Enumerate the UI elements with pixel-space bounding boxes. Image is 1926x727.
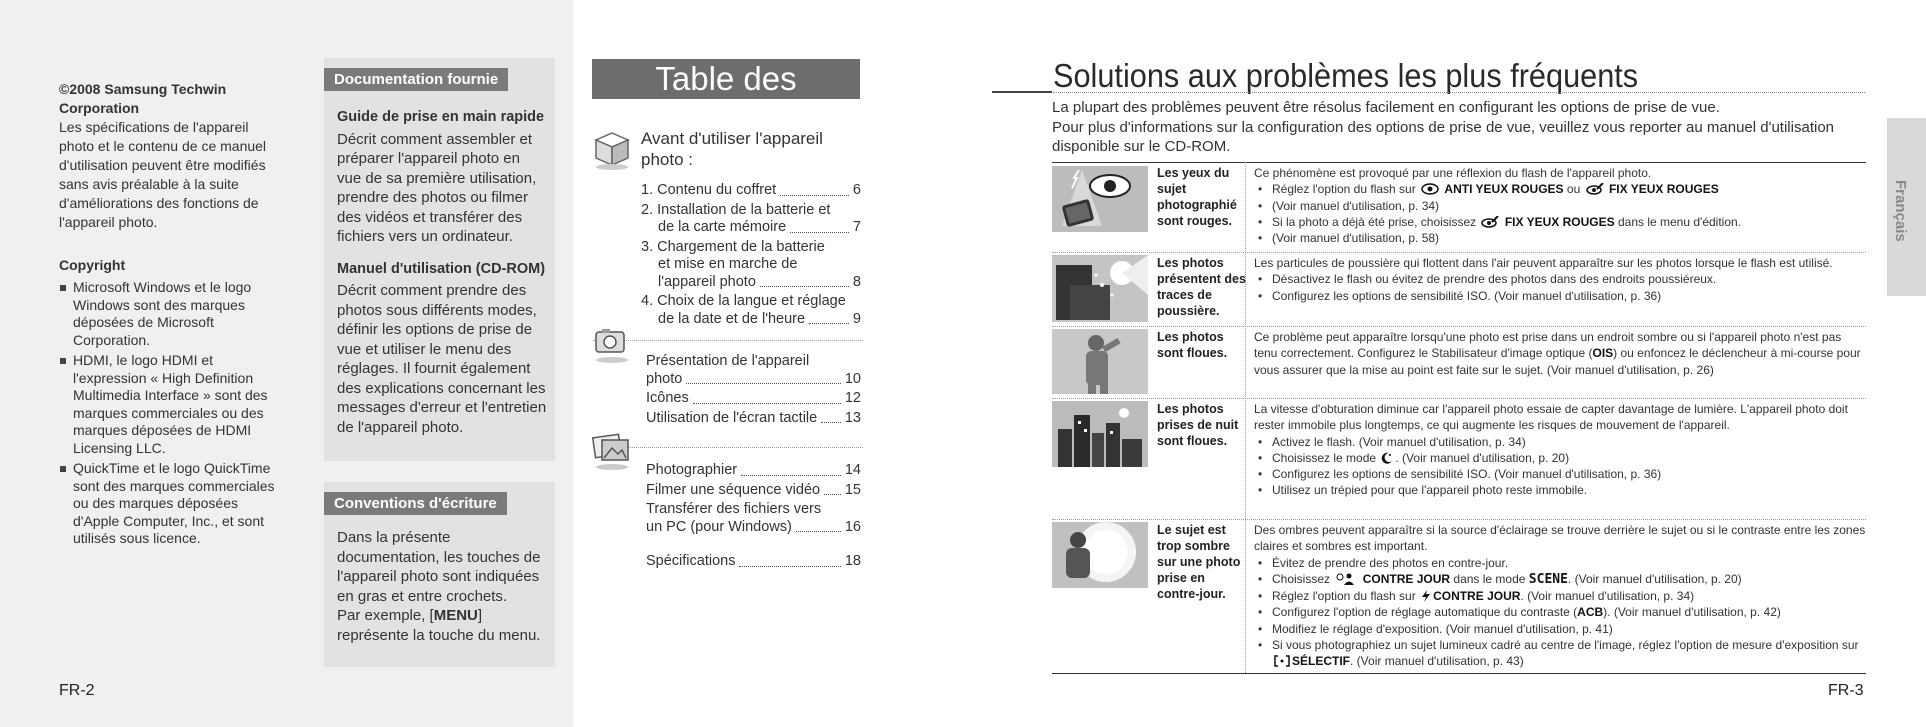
solution-text bbox=[1254, 522, 1866, 670]
entry-page: 7 bbox=[852, 219, 861, 235]
option-name: FIX YEUX ROUGES bbox=[1504, 214, 1615, 229]
option-name: ACB bbox=[1577, 605, 1604, 620]
language-tab-label: Français bbox=[1892, 180, 1909, 242]
night-mode-icon bbox=[1381, 452, 1393, 464]
trademarks-list bbox=[59, 279, 284, 548]
option-name: FIX YEUX ROUGES bbox=[1608, 182, 1719, 197]
toc-entry[interactable] bbox=[641, 182, 861, 200]
entry-label-cont: de la carte mémoire bbox=[658, 219, 787, 235]
row-divider bbox=[1052, 252, 1866, 253]
toc-entry[interactable] bbox=[646, 553, 861, 571]
entry-page: 6 bbox=[852, 182, 861, 198]
title-underline bbox=[1053, 92, 1865, 93]
solutions-intro bbox=[1052, 98, 1872, 157]
eye-icon bbox=[1421, 183, 1439, 195]
conventions-example bbox=[337, 606, 547, 645]
solution-row-blurry bbox=[1052, 326, 1866, 398]
problem-label: Les photos présentent des traces de poussière. bbox=[1157, 256, 1246, 318]
solution-intro: Ce phénomène est provoqué par une réflexion du flash de l'appareil photo. bbox=[1254, 166, 1652, 180]
toc-section-2 bbox=[646, 353, 861, 429]
list-item: QuickTime et le logo QuickTime sont des marques commerciales ou des marques déposées d'Apple Computer, Inc., et sont utilisés sous licence. bbox=[59, 460, 284, 548]
text-part: ). (Voir manuel d'utilisation, p. 42) bbox=[1603, 605, 1781, 620]
conventions-text: Dans la présente documentation, les touches de l'appareil photo sont indiquées en gras et entre crochets. bbox=[337, 529, 541, 605]
list-item bbox=[1254, 604, 1866, 620]
option-name: OIS bbox=[1592, 346, 1614, 361]
list-item: • Modifiez le réglage d'exposition. (Voir manuel d'utilisation, p. 41) bbox=[1254, 621, 1866, 637]
night-scene-illustration-icon bbox=[1052, 401, 1148, 467]
text-part: . (Voir manuel d'utilisation, p. 43) bbox=[1350, 654, 1524, 669]
text-part: Réglez l'option du flash sur bbox=[1272, 589, 1416, 604]
entry-label: Photographier bbox=[646, 462, 738, 478]
list-item-ref bbox=[1254, 198, 1866, 214]
toc-entry[interactable] bbox=[646, 501, 861, 536]
list-item: • Désactivez le flash ou évitez de prendre des photos dans des endroits poussiéreux. bbox=[1254, 271, 1866, 287]
solution-row-dust bbox=[1052, 252, 1866, 326]
toc-entry[interactable] bbox=[646, 410, 861, 428]
quick-guide-text: Décrit comment assembler et préparer l'appareil photo en vue de sa première utilisation, prendre des photos ou filmer des vidéos et transférer des fichiers vers un ordinateur. bbox=[337, 130, 537, 245]
solution-list bbox=[1254, 181, 1866, 246]
problem-label: Les photos sont floues. bbox=[1157, 330, 1228, 360]
text-part: Ce problème peut apparaître lorsqu'une photo est prise dans un endroit sombre ou si l'appareil photo n'est pas tenu correctement. Configurez le Stabilisateur d'image optique ( bbox=[1254, 330, 1842, 361]
left-page bbox=[0, 0, 573, 727]
toc-entry[interactable] bbox=[646, 482, 861, 500]
entry-label: Présentation de l'appareil bbox=[646, 353, 810, 369]
entry-page: 16 bbox=[844, 518, 861, 535]
row-divider bbox=[1052, 326, 1866, 327]
toc-page bbox=[573, 0, 963, 727]
title-accent-line bbox=[992, 91, 1052, 93]
documentation-tag: Documentation fournie bbox=[324, 68, 508, 91]
toc-entry[interactable] bbox=[646, 390, 861, 408]
toc-section-3 bbox=[646, 462, 861, 573]
list-item: HDMI, le logo HDMI et l'expression « High Definition Multimedia Interface » sont des marques commerciales ou des marques déposées de HDMI Licensing LLC. bbox=[59, 352, 284, 457]
solution-row-backlight bbox=[1052, 519, 1866, 673]
photos-icon bbox=[590, 428, 634, 472]
camera-icon bbox=[590, 322, 634, 366]
list-item: • Évitez de prendre des photos en contre-jour. bbox=[1254, 555, 1866, 571]
manual-text: Décrit comment prendre des photos sous différents modes, définir les options de prise de vue et utiliser le menu des réglages. Il fournit également des explications concernant les messages d'erreur et l'entretien de l'appareil photo. bbox=[337, 282, 547, 436]
text-part: (Voir manuel d'utilisation, p. 34) bbox=[1272, 198, 1440, 213]
spot-metering-icon bbox=[1274, 655, 1290, 667]
list-item bbox=[1254, 571, 1866, 588]
entry-label: Spécifications bbox=[646, 553, 736, 569]
copyright-title-1: ©2008 Samsung Techwin bbox=[59, 81, 227, 97]
quick-guide-title: Guide de prise en main rapide bbox=[337, 109, 545, 125]
solution-intro: La vitesse d'obturation diminue car l'appareil photo essaie de capter davantage de lumière. L'appareil photo doit rester immobile plus longtemps, ce qui augmente les risques de mouvement de l'appareil. bbox=[1254, 402, 1848, 433]
backlight-mode-icon bbox=[1335, 573, 1357, 585]
solution-row-red-eye bbox=[1052, 162, 1866, 252]
list-item bbox=[1254, 181, 1866, 197]
text-part: dans le menu d'édition. bbox=[1617, 214, 1742, 229]
entry-page: 14 bbox=[844, 462, 861, 478]
problem-label: Les photos prises de nuit sont floues. bbox=[1157, 402, 1239, 448]
entry-label: Chargement de la batterie bbox=[657, 238, 825, 255]
toc-entry[interactable] bbox=[641, 202, 861, 237]
text-part: Configurez l'option de réglage automatique du contraste ( bbox=[1272, 605, 1578, 620]
option-name: CONTRE JOUR bbox=[1362, 571, 1451, 586]
list-item: • Configurez les options de sensibilité ISO. (Voir manuel d'utilisation, p. 36) bbox=[1254, 288, 1866, 304]
list-item: • Configurez les options de sensibilité ISO. (Voir manuel d'utilisation, p. 36) bbox=[1254, 466, 1866, 482]
documentation-body bbox=[337, 108, 547, 437]
entry-label-cont: photo bbox=[646, 370, 683, 387]
option-name: ANTI YEUX ROUGES bbox=[1444, 182, 1564, 197]
option-name: CONTRE JOUR bbox=[1433, 589, 1521, 604]
problem-label: Le sujet est trop sombre sur une photo prise en contre-jour. bbox=[1157, 523, 1241, 601]
eye-fix-icon bbox=[1586, 183, 1604, 195]
trademarks-title: Copyright bbox=[59, 257, 126, 273]
page-number-left: FR-2 bbox=[59, 682, 95, 699]
text-part: ou bbox=[1566, 182, 1581, 197]
row-divider bbox=[1052, 398, 1866, 399]
text-part: (Voir manuel d'utilisation, p. 58) bbox=[1272, 231, 1440, 246]
entry-label-cont: un PC (pour Windows) bbox=[646, 518, 792, 535]
option-name: SÉLECTIF bbox=[1292, 654, 1351, 669]
entry-page: 9 bbox=[852, 310, 861, 327]
text-part: Réglez l'option du flash sur bbox=[1272, 182, 1416, 197]
entry-label-cont: et mise en marche de bbox=[658, 256, 798, 272]
solution-text bbox=[1254, 255, 1866, 304]
entry-page: 8 bbox=[852, 273, 861, 290]
entry-label: Icônes bbox=[646, 390, 689, 406]
entry-num: 3. bbox=[641, 238, 654, 255]
copyright-column bbox=[59, 80, 284, 551]
toc-section-1-heading: Avant d'utiliser l'appareil photo : bbox=[641, 129, 823, 169]
table-bottom-rule bbox=[1052, 673, 1866, 674]
entry-num: 2. bbox=[641, 201, 654, 218]
box-icon bbox=[590, 127, 634, 171]
solution-list bbox=[1254, 434, 1866, 499]
page-title: Solutions aux problèmes les plus fréquents bbox=[1053, 57, 1639, 94]
toc-entry[interactable] bbox=[641, 239, 861, 292]
list-item: • Activez le flash. (Voir manuel d'utilisation, p. 34) bbox=[1254, 434, 1866, 450]
entry-page: 15 bbox=[844, 481, 861, 498]
solution-text bbox=[1254, 165, 1866, 246]
text-part: Si vous photographiez un sujet lumineux cadré au centre de l'image, réglez l'option de mesure d'exposition sur bbox=[1272, 638, 1859, 653]
entry-num: 4. bbox=[641, 293, 654, 309]
list-item bbox=[1254, 637, 1866, 670]
entry-num: 1. bbox=[641, 182, 654, 198]
entry-page: 13 bbox=[844, 409, 861, 426]
text-part: Si la photo a déjà été prise, choisissez bbox=[1272, 214, 1477, 229]
toc-entry[interactable] bbox=[646, 462, 861, 480]
row-divider bbox=[1052, 519, 1866, 520]
manual-title: Manuel d'utilisation (CD-ROM) bbox=[337, 260, 546, 277]
menu-key: MENU bbox=[433, 607, 478, 624]
entry-page: 12 bbox=[844, 390, 861, 406]
toc-entry[interactable] bbox=[646, 353, 861, 388]
backlight-illustration-icon bbox=[1052, 522, 1148, 588]
example-prefix: Par exemple, [ bbox=[337, 607, 434, 624]
solution-list bbox=[1254, 555, 1866, 670]
conventions-box bbox=[324, 482, 555, 667]
solution-row-night bbox=[1052, 398, 1866, 519]
blurry-illustration-icon bbox=[1052, 329, 1148, 394]
entry-label: Transférer des fichiers vers bbox=[646, 501, 822, 517]
toc-section-1 bbox=[641, 128, 861, 330]
entry-label: Utilisation de l'écran tactile bbox=[646, 409, 818, 426]
entry-label-cont: de la date et de l'heure bbox=[658, 310, 806, 327]
list-item-ref bbox=[1254, 230, 1866, 246]
entry-label: Filmer une séquence vidéo bbox=[646, 481, 821, 498]
entry-label: Choix de la langue et réglage bbox=[657, 293, 846, 309]
solution-text bbox=[1254, 401, 1866, 499]
entry-label: Installation de la batterie et bbox=[657, 201, 831, 218]
conventions-body bbox=[337, 528, 547, 645]
entry-label: Contenu du coffret bbox=[657, 182, 777, 198]
text-part: ) ou enfoncez le déclencheur à mi-course pour vous assurer que la mise au point est faite sur le sujet. (Voir manuel d'utilisation, p. 26) bbox=[1254, 346, 1861, 377]
eye-fix-icon bbox=[1481, 216, 1499, 228]
list-item: • Utilisez un trépied pour que l'appareil photo reste immobile. bbox=[1254, 482, 1866, 498]
example-suffix: ] représente la touche du menu. bbox=[337, 607, 541, 644]
text-part: . (Voir manuel d'utilisation, p. 20) bbox=[1567, 571, 1742, 586]
copyright-title-2: Corporation bbox=[59, 100, 140, 116]
solution-list bbox=[1254, 271, 1866, 304]
list-item: Microsoft Windows et le logo Windows sont des marques déposées de Microsoft Corporation. bbox=[59, 279, 284, 349]
intro-line-1: La plupart des problèmes peuvent être résolus facilement en configurant les options de prise de vue. bbox=[1052, 99, 1720, 116]
list-item bbox=[1254, 214, 1866, 230]
documentation-box bbox=[324, 58, 555, 461]
flash-icon bbox=[1421, 590, 1431, 602]
scene-mode-label: SCENE bbox=[1528, 571, 1568, 587]
intro-line-2: Pour plus d'informations sur la configuration des options de prise de vue, veuillez vous reporter au manuel d'utilisation disponible sur le CD-ROM. bbox=[1052, 118, 1834, 155]
solution-intro bbox=[1254, 329, 1866, 378]
page-number-right: FR-3 bbox=[1828, 682, 1864, 699]
text-part: . (Voir manuel d'utilisation, p. 20) bbox=[1395, 450, 1570, 465]
toc-title: Table des matières bbox=[592, 59, 860, 99]
solution-intro: Des ombres peuvent apparaître si la source d'éclairage se trouve derrière le sujet ou si le contraste entre les zones claires et sombres est important. bbox=[1254, 523, 1866, 554]
copyright-text: Les spécifications de l'appareil photo et le contenu de ce manuel d'utilisation peuvent être modifiés sans avis préalable à la suite d'améliorations des fonctions de l'appareil photo. bbox=[59, 119, 267, 230]
toc-entry[interactable] bbox=[641, 293, 861, 328]
problem-label: Les yeux du sujet photographié sont rouges. bbox=[1157, 166, 1237, 228]
text-part: . (Voir manuel d'utilisation, p. 34) bbox=[1520, 589, 1695, 604]
list-item bbox=[1254, 588, 1866, 604]
solution-text bbox=[1254, 329, 1866, 378]
entry-page: 18 bbox=[844, 553, 861, 569]
entry-page: 10 bbox=[844, 370, 861, 387]
list-item bbox=[1254, 450, 1866, 466]
red-eye-illustration-icon bbox=[1052, 166, 1148, 232]
dust-illustration-icon bbox=[1052, 255, 1148, 322]
entry-label-cont: l'appareil photo bbox=[658, 273, 756, 290]
solution-intro: Les particules de poussière qui flottent dans l'air peuvent apparaître sur les photos lorsque le flash est utilisé. bbox=[1254, 256, 1833, 270]
conventions-tag: Conventions d'écriture bbox=[324, 492, 507, 515]
text-part: dans le mode bbox=[1453, 571, 1526, 586]
text-part: Choisissez le mode bbox=[1272, 450, 1377, 465]
text-part: Choisissez bbox=[1272, 571, 1331, 586]
